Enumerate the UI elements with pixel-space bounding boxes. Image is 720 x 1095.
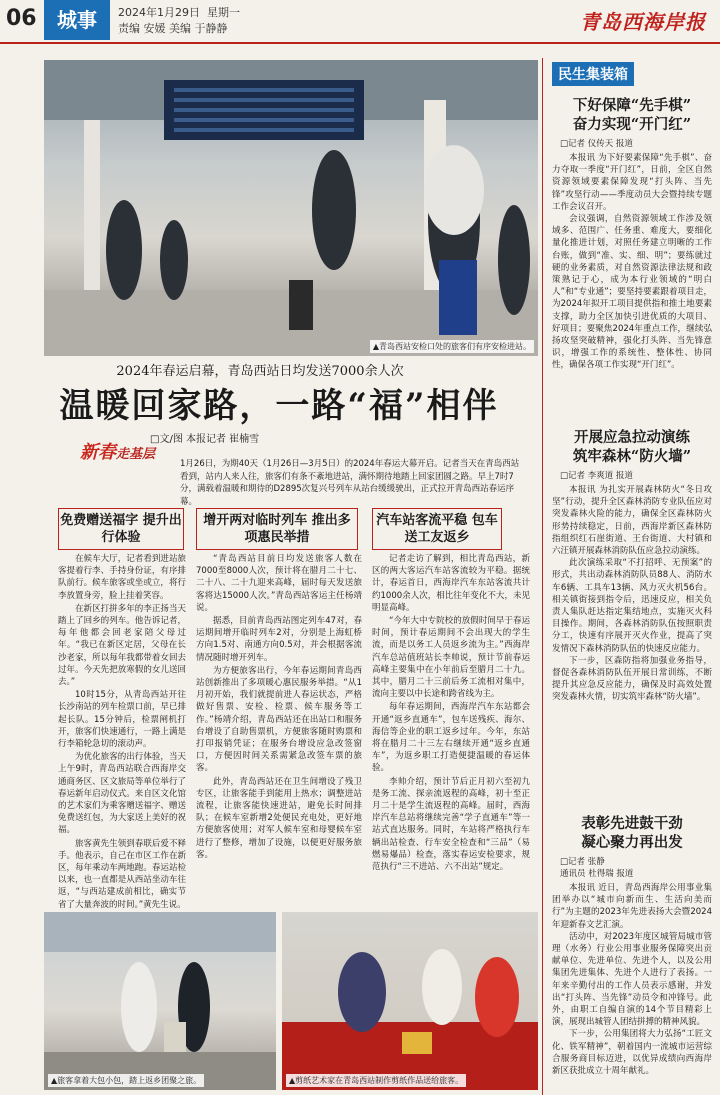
paragraph: 此外，青岛西站还在卫生间增设了残卫专区，让旅客能手到能用上热水；调整进站流程，让旅客能快速进站，避免长时间排队；在候车室新增2处便民充电处，更好地方便旅客使用；对军人候车室和母婴候车室进行了整修，增加了设施，以便更好服务旅客。 (196, 776, 362, 860)
page-number: 06 (6, 6, 37, 31)
paragraph: “今年大中专院校的放假时间早于春运时间，预计春运期间不会出现大的学生流，而是以务工人员返乡流为主。”西海岸汽车总站值班站长李帅说，预计节前春运高峰主要集中在小年前后至腊月二十九。其中，腊月二十三前后务工流相对集中，流向主要以中长途和跨省线为主。 (372, 616, 530, 700)
sidebar-item-2-title: 开展应急拉动演练 筑牢森林“防火墙” (572, 429, 692, 465)
sidebar-divider (542, 58, 543, 1095)
sidebar-item-1-byline: □记者 仪传天 报道 (560, 139, 633, 149)
subhead-2: 增开两对临时列车 推出多项惠民举措 (196, 508, 358, 550)
bottom-right-caption: ▲剪纸艺术家在青岛西站制作剪纸作品送给旅客。 (286, 1074, 466, 1087)
paragraph: 每年春运期间，西海岸汽车东站都会开通“返乡直通车”，包车送残疾、海尔、海信等企业的职工返乡过年。今年，东站将在腊月二十三左右继续开通“返乡直通车”，为返乡职工打造便捷温暖的春运体验。 (372, 702, 530, 774)
article-headline: 温暖回家路，一路“福”相伴 (59, 386, 499, 426)
article-column-2 (196, 553, 362, 903)
bottom-right-photo (282, 912, 538, 1090)
logo-sub: 走基层 (116, 447, 156, 462)
article-lead: 1月26日，为期40天（1月26日—3月5日）的2024年春运大幕开启。记者当天在青岛西站看到，站内人来人往，旅客们有条不紊地进站，满怀期待地踏上回家团圆之路。早上7时7分，满载着温暖和期待的D2895次复兴号列车从站台缓缓驶出，正式拉开青岛西站春运序幕。 (180, 459, 520, 507)
bottom-left-photo (44, 912, 276, 1090)
page-header (0, 0, 720, 44)
issue-weekday: 星期一 (207, 6, 240, 19)
paragraph: 下一步，区森防指将加强业务指导，督促各森林消防队伍开展日常训练，不断提升其应急反应能力，确保及时高效处置突发森林火情，切实筑牢森林“防火墙”。 (552, 655, 712, 703)
paragraph: 本报讯 为下好要素保障“先手棋”、奋力夺取一季度“开门红”，日前，全区自然资源领域要素保障发现“打头阵、当先锋”攻坚行动——季度动员大会暨持续专题工作会议召开。 (552, 153, 712, 212)
subhead-3: 汽车站客流平稳 包车送工友返乡 (372, 508, 502, 550)
paragraph: “青岛西站目前日均发送旅客人数在7000至8000人次，预计将在腊月二十七、二十八、二十九迎来高峰，届时每天发送旅客将达15000人次。”青岛西站客运主任杨靖说。 (196, 554, 362, 613)
paragraph: 在候车大厅，记者看到进站旅客提着行李、手持身份证，有序排队前行。候车旅客或坐或立，将行李放置身旁，脸上挂着笑容。 (58, 554, 186, 601)
paragraph: 本报讯 为扎实开展森林防火“冬日攻坚”行动，提升全区森林消防专业队伍应对突发森林火险的能力，确保全区森林防火形势持续稳定，日前，西海岸新区森林防指组织红石崖街道、王台街道、大村镇和六汪镇开展森林消防队伍应急拉动演练。 (552, 485, 712, 557)
paragraph: 本报讯 近日，青岛西海岸公用事业集团举办以“城市向新而生、生活向美而行”为主题的2023年先进表扬大会暨2024年迎新春文艺汇演。 (552, 883, 712, 930)
sidebar-item-1-body (552, 152, 712, 422)
column-logo (80, 438, 155, 464)
paragraph: 李帅介绍，预计节后正月初六至初九是务工流、探亲流返程的高峰，初十至正月二十是学生流返程的高峰。届时，西海岸汽车总站将继续完善“学子直通车”等一站式直达服务。同时，车站将严格执行车辆出站检查、行车安全检查和“三品”（易燃易爆品）检查，落实春运安检要求，规范执行“三不进站、六不出站”规定。 (372, 776, 530, 873)
bottom-left-caption: ▲旅客拿着大包小包，踏上返乡团聚之旅。 (48, 1074, 204, 1087)
sidebar-item-2-body (552, 484, 712, 806)
sidebar-item-3-byline: □记者 张静 通讯员 杜得瑞 报道 (560, 857, 634, 879)
passengers-scene (44, 912, 276, 1090)
sidebar-tag: 民生集装箱 (552, 62, 634, 86)
article-byline: □文/图 本报记者 崔楠雪 (150, 434, 260, 445)
paragraph: 记者走访了解到，相比青岛西站，新区的两大客运汽车站客流较为平稳。据统计，春运首日，西海岸汽车东站客流共计约1000余人次，相比往年变化不大，未见明显高峰。 (372, 554, 530, 613)
paragraph: 此次演练采取“不打招呼、无预案”的形式，共出动森林消防队员88人、消防水车6辆、工具车13辆、风力灭火机56台。相关镇街接到指令后，迅速反应，相关负责人集队赶达指定集结地点，实施灭火科目操作。期间，各森林消防队伍按照职责分工，快速有序展开灭火作业，提高了突发情况下森林消防队伍的快速反应能力。 (552, 558, 712, 654)
sidebar-header (552, 62, 712, 86)
paragraph: 10时15分，从青岛西站开往长沙南站的列车检票口前，早已排起长队。15分钟后，检票闸机打开，旅客们快速通行，一路上满是行李箱轮急切的滚动声。 (58, 690, 186, 750)
article-column-3 (372, 553, 530, 903)
paragraph: 据悉，目前青岛西站图定列车47对，春运期间增开临时列车2对，分别是上海虹桥方向1.5对、南通方向0.5对，并会根据客流情况随时增开列车。 (196, 616, 362, 663)
sidebar-item-2-byline: □记者 李爽道 报道 (560, 471, 633, 481)
papercut-scene (282, 912, 538, 1090)
paragraph: 在新区打拼多年的李正扬当天踏上了回乡的列车。他告诉记者，每年他都会回老家陪父母过年。“我已在新区定居，父母在长沙老家，所以每年我都带着女回去过年。今天先把放寒假的女儿送回去。” (58, 603, 186, 688)
paragraph: 旅客黄先生领到春联后爱不释手。他表示，自己在市区工作在新区，每年乘动车两地跑。春运站检以来，也一直都是从西站坐动车往返，“与西站建成前相比，确实节省了大量奔波的时间。”黄先生说。 (58, 838, 186, 910)
editors-line: 责编 安媛 美编 于静静 (118, 22, 228, 35)
paragraph: 下一步，公用集团将大力弘扬“工匠文化、铁军精神”，朝着国内一流城市运营综合服务商目标迈进，以优异成绩向西海岸新区获批成立十周年献礼。 (552, 1029, 712, 1077)
station-scene (44, 60, 538, 356)
article-column-1 (58, 553, 186, 910)
top-station-photo (44, 60, 538, 356)
paragraph: 为方便旅客出行，今年春运期间青岛西站创新推出了多项暖心惠民服务举措。“从1月初开始，我们就提前进人春运状态，严格做好售票、安检、检票、候车服务等工作。”杨靖介绍，青岛西站还在出站口和服务台增设了自助售票机，方便旅客随时购票和打印报销凭证；在服务台增设应急改签窗口，方便因时间关系需紧急改签车票的旅客。 (196, 665, 362, 774)
logo-main: 新春 (80, 442, 116, 463)
subhead-1: 免费赠送福字 提升出行体验 (58, 508, 184, 550)
section-label: 城事 (44, 0, 110, 40)
article-kicker: 2024年春运启幕，青岛西站日均发送7000余人次 (116, 364, 404, 379)
header-info (118, 5, 240, 37)
top-photo-caption: ▲青岛西站安检口处的旅客们有序安检进站。 (370, 340, 534, 353)
paragraph: 为优化旅客的出行体验，当天上午9时，青岛西站联合西海岸交通商务区、区文旅局等单位举行了春运新年启动仪式。来自区文化馆的艺术家们为乘客赠送福字、赠送免费送红包，为大家送上美好的祝福。 (58, 752, 186, 836)
paragraph: 会议强调，自然资源领域工作涉及领域多、范围广、任务重、难度大，要细化量化推进计划，对照任务建立明晰的工作台账，做到“准、实、细、明”；要练就过硬的业务素质，对自然资源法律法规和政策熟记于心，成为本行业领域的“明白人”和“专业通”；要坚持要素跟着项目走，为2024年拟开工项目提供指和推土地要素支撑，助力全区加快引进优质的大项目、好项目；要聚焦2024年重点工作，继续弘扬攻坚突破精神，强化打头阵、当先锋意识，增强工作的系统性、整体性、协同性，确保各项工作实现“开门红”。 (552, 214, 712, 371)
sidebar-item-1-title: 下好保障“先手棋” 奋力实现“开门红” (572, 97, 692, 133)
paragraph: 活动中，对2023年度区城管局城市管理（水务）行业公用事业服务保障突出贡献单位、先进单位、先进个人，以及公用集团先进集体、先进个人进行了表扬。一年来辛勤付出的工作人员表示感谢，并发出“打头阵、当先锋”动员令和冲锋号。此外，由职工自编自演的14个节目精彩上演，展现出城管人团结拼搏的精神风貌。 (552, 931, 712, 1028)
sidebar-item-3-title: 表彰先进鼓干劲 凝心聚力再出发 (581, 815, 683, 851)
sidebar-item-3-body (552, 882, 712, 1092)
issue-date: 2024年1月29日 (118, 6, 200, 19)
newspaper-brand: 青岛西海岸报 (580, 10, 706, 34)
